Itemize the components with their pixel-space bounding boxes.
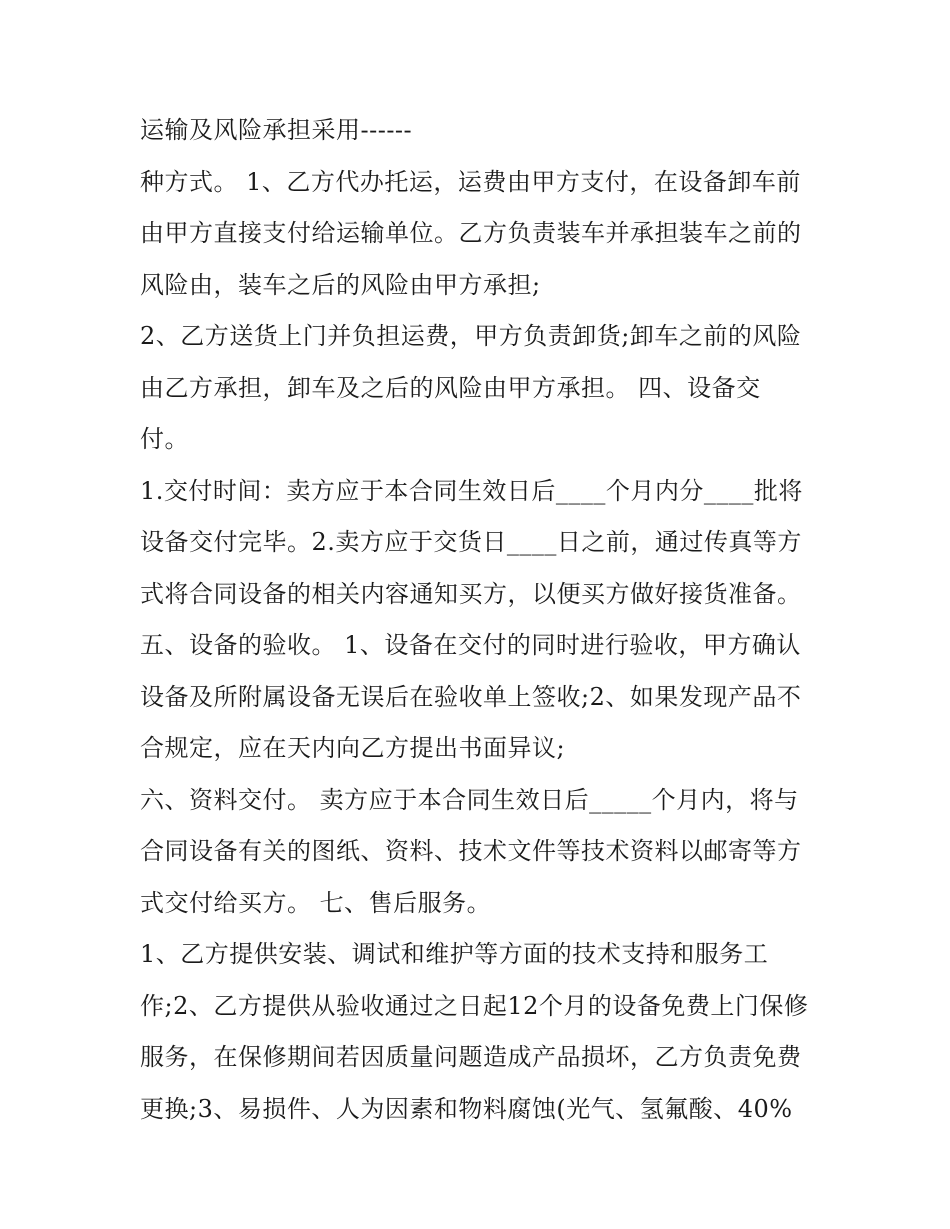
text-line: 付。 bbox=[140, 425, 189, 453]
text-line: 更换;3、易损件、人为因素和物料腐蚀(光气、氢氟酸、40% bbox=[140, 1094, 793, 1123]
text-line: 由乙方承担，卸车及之后的风险由甲方承担。 四、设备交 bbox=[140, 373, 761, 402]
text-line: 1.交付时间：卖方应于本合同生效日后____个月内分____批将 bbox=[140, 476, 803, 505]
text-line: 由甲方直接支付给运输单位。乙方负责装车并承担装车之前的 bbox=[140, 219, 802, 247]
text-line: 五、设备的验收。 1、设备在交付的同时进行验收，甲方确认 bbox=[140, 631, 801, 659]
text-line: 服务，在保修期间若因质量问题造成产品损坏，乙方负责免费 bbox=[140, 1043, 802, 1071]
text-line: 设备及所附属设备无误后在验收单上签收;2、如果发现产品不 bbox=[140, 682, 802, 711]
text-line: 合同设备有关的图纸、资料、技术文件等技术资料以邮寄等方 bbox=[140, 837, 802, 865]
text-line: 风险由，装车之后的风险由甲方承担; bbox=[140, 270, 541, 299]
text-line: 式交付给买方。 七、售后服务。 bbox=[140, 888, 492, 917]
text-line: 合规定，应在天内向乙方提出书面异议; bbox=[140, 734, 566, 762]
text-line: 种方式。 1、乙方代办托运，运费由甲方支付，在设备卸车前 bbox=[140, 167, 801, 196]
text-line: 设备交付完毕。2.卖方应于交货日____日之前，通过传真等方 bbox=[140, 528, 802, 556]
text-line: 2、乙方送货上门并负担运费，甲方负责卸货;卸车之前的风险 bbox=[140, 322, 802, 350]
document-body bbox=[140, 110, 830, 1140]
text-line: 运输及风险承担采用------ bbox=[140, 116, 413, 144]
text-line: 六、资料交付。 卖方应于本合同生效日后_____个月内，将与 bbox=[140, 785, 799, 814]
text-line: 1、乙方提供安装、调试和维护等方面的技术支持和服务工 bbox=[140, 940, 769, 968]
text-line: 作;2、乙方提供从验收通过之日起12个月的设备免费上门保修 bbox=[140, 991, 809, 1020]
text-line: 式将合同设备的相关内容通知买方，以便买方做好接货准备。 bbox=[140, 579, 802, 608]
